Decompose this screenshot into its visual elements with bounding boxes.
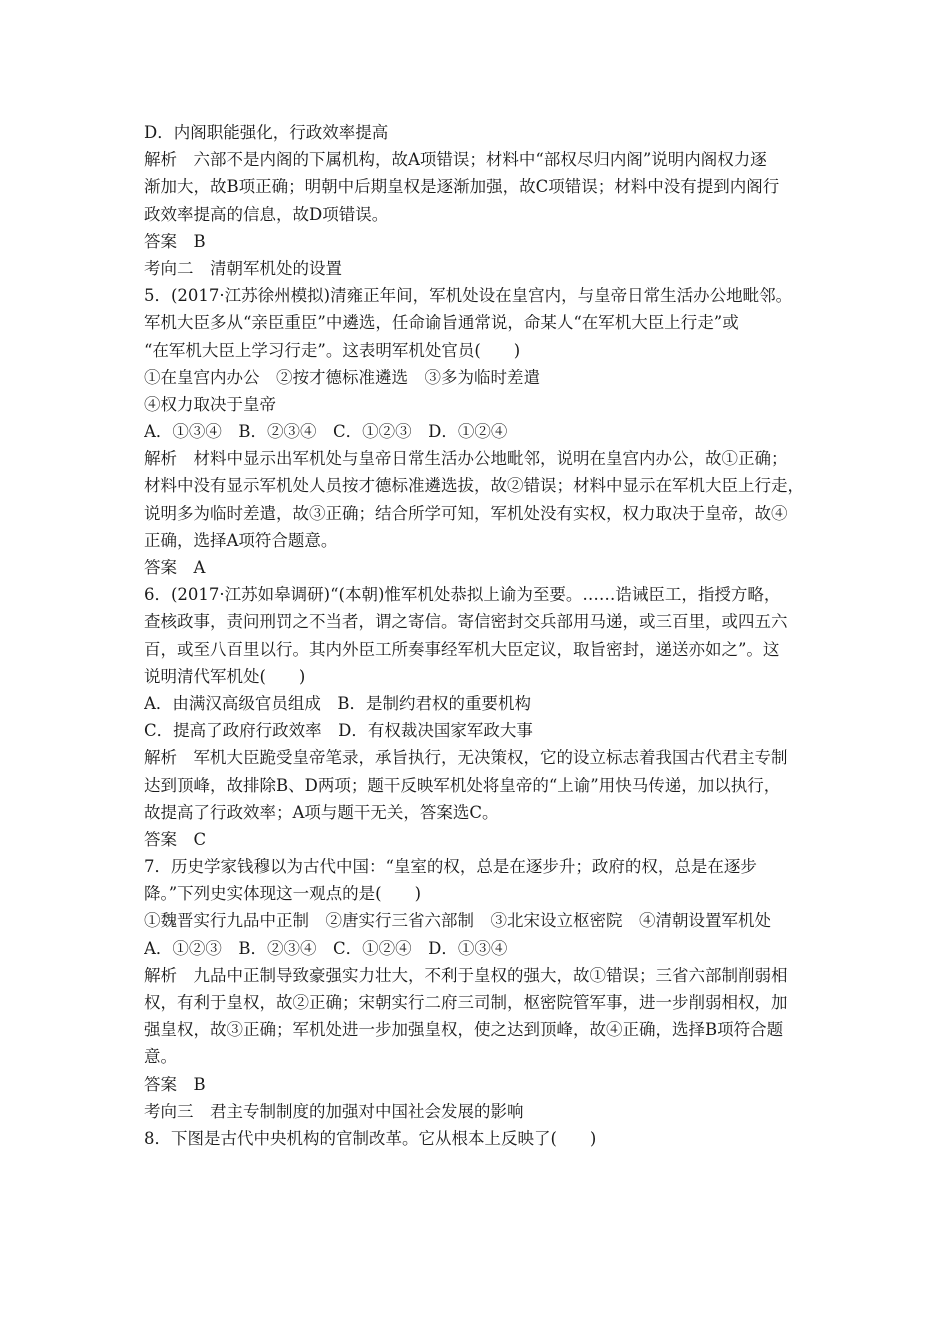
- analysis-text: 意。: [144, 1047, 177, 1067]
- question-5-statements: ④权力取决于皇帝: [144, 394, 276, 414]
- question-5-stem: 5．(2017·江苏徐州模拟)清雍正年间，军机处设在皇宫内，与皇帝日常生活办公地毗邻。: [144, 286, 793, 306]
- answer-text: 答案 B: [144, 231, 206, 251]
- question-6-stem: 说明清代军机处( ): [144, 666, 306, 686]
- question-7-options: A．①②③ B．②③④ C．①②④ D．①③④: [144, 938, 508, 958]
- question-5-stem: “在军机大臣上学习行走”。这表明军机处官员( ): [144, 340, 521, 360]
- analysis-text: 解析 六部不是内阁的下属机构，故A项错误；材料中“部权尽归内阁”说明内阁权力逐: [144, 150, 767, 170]
- analysis-text: 政效率提高的信息，故D项错误。: [144, 204, 389, 224]
- section-heading: 考向三 君主专制制度的加强对中国社会发展的影响: [144, 1101, 524, 1121]
- question-6-stem: 百，或至八百里以行。其内外臣工所奏事经军机大臣定议，取旨密封，递送亦如之”。这: [144, 639, 780, 659]
- analysis-text: 渐加大，故B项正确；明朝中后期皇权是逐渐加强，故C项错误；材料中没有提到内阁行: [144, 177, 780, 197]
- question-6-stem: 6．(2017·江苏如皋调研)“(本朝)惟军机处恭拟上谕为至要。……诰诫臣工，指授方略，: [144, 585, 781, 605]
- question-6-options: A．由满汉高级官员组成 B．是制约君权的重要机构: [144, 693, 532, 713]
- question-6-options: C．提高了政府行政效率 D．有权裁决国家军政大事: [144, 721, 533, 741]
- question-6-stem: 查核政事，责问刑罚之不当者，谓之寄信。寄信密封交兵部用马递，或三百里，或四五六: [144, 612, 788, 632]
- option-d: D．内阁职能强化，行政效率提高: [144, 123, 389, 142]
- answer-text: 答案 B: [144, 1074, 206, 1094]
- section-heading: 考向二 清朝军机处的设置: [144, 258, 342, 278]
- analysis-text: 正确，选择A项符合题意。: [144, 530, 338, 550]
- analysis-text: 权，有利于皇权，故②正确；宋朝实行二府三司制，枢密院管军事，进一步削弱相权，加: [144, 993, 788, 1012]
- question-5-options: A．①③④ B．②③④ C．①②③ D．①②④: [144, 422, 508, 442]
- analysis-text: 强皇权，故③正确；军机处进一步加强皇权，使之达到顶峰，故④正确，选择B项符合题: [144, 1020, 784, 1040]
- answer-text: 答案 C: [144, 829, 207, 849]
- analysis-text: 故提高了行政效率；A项与题干无关，答案选C。: [144, 802, 499, 822]
- analysis-text: 解析 军机大臣跪受皇帝笔录，承旨执行，无决策权，它的设立标志着我国古代君主专制: [144, 748, 788, 768]
- analysis-text: 材料中没有显示军机处人员按才德标准遴选拔，故②错误；材料中显示在军机大臣上行走，: [144, 476, 804, 496]
- answer-text: 答案 A: [144, 558, 206, 577]
- question-7-stem: 降。”下列史实体现这一观点的是( ): [144, 884, 422, 904]
- analysis-text: 说明多为临时差遣，故③正确；结合所学可知，军机处没有实权，权力取决于皇帝，故④: [144, 503, 788, 523]
- question-5-statements: ①在皇宫内办公 ②按才德标准遴选 ③多为临时差遣: [144, 367, 540, 387]
- question-5-stem: 军机大臣多从“亲臣重臣”中遴选，任命谕旨通常说，命某人“在军机大臣上行走”或: [144, 313, 739, 333]
- analysis-text: 解析 九品中正制导致豪强实力壮大，不利于皇权的强大，故①错误；三省六部制削弱相: [144, 965, 788, 985]
- question-7-stem: 7．历史学家钱穆以为古代中国：“皇室的权，总是在逐步升；政府的权，总是在逐步: [144, 857, 757, 877]
- analysis-text: 达到顶峰，故排除B、D两项；题干反映军机处将皇帝的“上谕”用快马传递，加以执行，: [144, 775, 781, 795]
- question-8-stem: 8．下图是古代中央机构的官制改革。它从根本上反映了( ): [144, 1128, 597, 1148]
- question-7-statements: ①魏晋实行九品中正制 ②唐实行三省六部制 ③北宋设立枢密院 ④清朝设置军机处: [144, 911, 771, 931]
- document-page: [144, 119, 814, 1152]
- analysis-text: 解析 材料中显示出军机处与皇帝日常生活办公地毗邻，说明在皇宫内办公，故①正确；: [144, 449, 788, 469]
